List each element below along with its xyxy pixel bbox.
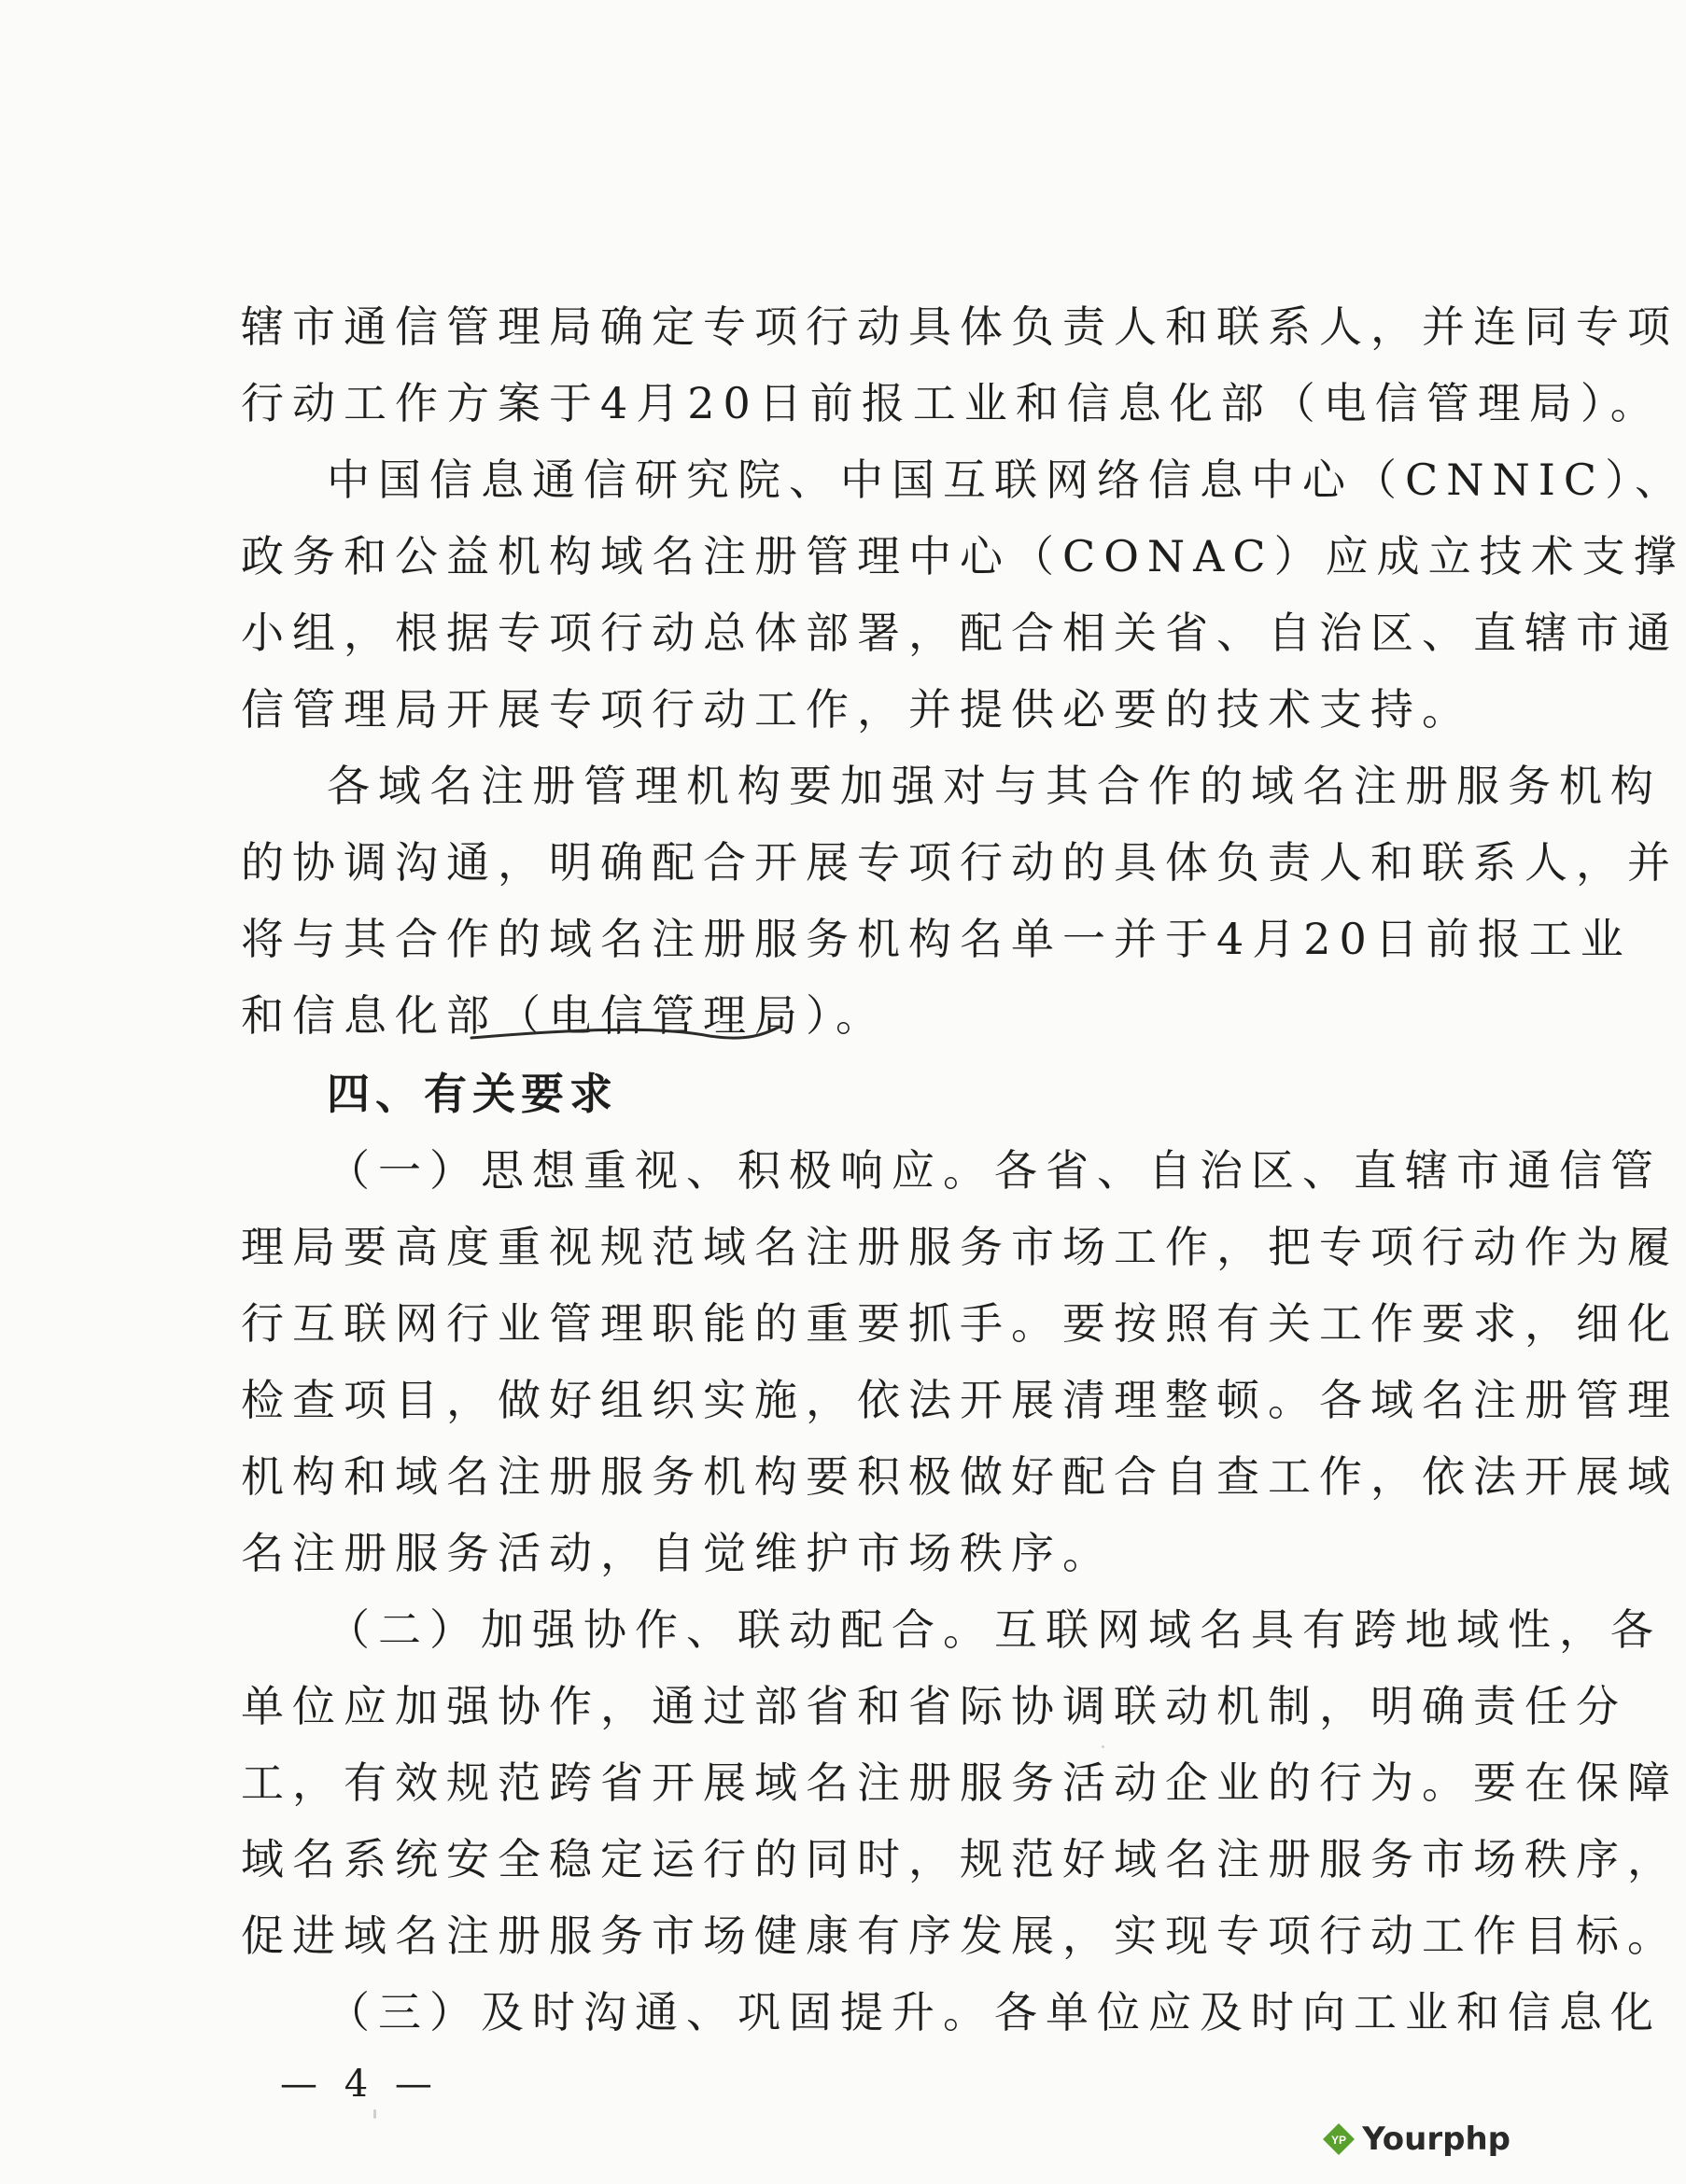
text-line: 中国信息通信研究院、中国互联网络信息中心（CNNIC）、 [327, 455, 1686, 505]
text-line: 理局要高度重视规范域名注册服务市场工作，把专项行动作为履 [241, 1222, 1679, 1272]
text-line: 将与其合作的域名注册服务机构名单一并于4月20日前报工业 [241, 914, 1632, 964]
text-line: 信管理局开展专项行动工作，并提供必要的技术支持。 [241, 684, 1473, 735]
text-line: 机构和域名注册服务机构要积极做好配合自查工作，依法开展域 [241, 1451, 1679, 1502]
watermark-brand: Yourphp [1362, 2121, 1510, 2158]
text-line: 单位应加强协作，通过部省和省际协调联动机制，明确责任分 [241, 1681, 1627, 1731]
text-line: 政务和公益机构域名注册管理中心（CONAC）应成立技术支撑 [241, 531, 1685, 581]
text-line: 工，有效规范跨省开展域名注册服务活动企业的行为。要在保障 [241, 1757, 1679, 1808]
text-line: 辖市通信管理局确定专项行动具体负责人和联系人，并连同专项 [241, 301, 1679, 352]
text-line: 各域名注册管理机构要加强对与其合作的域名注册服务机构 [327, 761, 1662, 811]
svg-text:YP: YP [1331, 2134, 1347, 2147]
text-line: 小组，根据专项行动总体部署，配合相关省、自治区、直辖市通 [241, 608, 1679, 658]
scan-speck [1102, 1745, 1104, 1748]
section-heading: 四、有关要求 [327, 1069, 618, 1119]
watermark [1321, 2121, 1510, 2158]
text-line: 行互联网行业管理职能的重要抓手。要按照有关工作要求，细化 [241, 1298, 1679, 1349]
text-line: （三）及时沟通、巩固提升。各单位应及时向工业和信息化 [327, 1987, 1662, 2037]
text-line: （二）加强协作、联动配合。互联网域名具有跨地域性，各 [327, 1604, 1662, 1655]
text-line: 名注册服务活动，自觉维护市场秩序。 [241, 1528, 1114, 1578]
text-line: 检查项目，做好组织实施，依法开展清理整顿。各域名注册管理 [241, 1375, 1679, 1425]
text-line: 的协调沟通，明确配合开展专项行动的具体负责人和联系人，并 [241, 837, 1679, 888]
text-line: 行动工作方案于4月20日前报工业和信息化部（电信管理局）。 [241, 378, 1662, 428]
text-line: 促进域名注册服务市场健康有序发展，实现专项行动工作目标。 [241, 1911, 1679, 1961]
text-line: 域名系统安全稳定运行的同时，规范好域名注册服务市场秩序， [241, 1834, 1679, 1884]
page-number: — 4 — [280, 2063, 440, 2106]
scan-speck [373, 2109, 376, 2119]
yourphp-logo-icon [1321, 2121, 1356, 2157]
text-line: 和信息化部（电信管理局）。 [241, 990, 887, 1041]
text-line: （一）思想重视、积极响应。各省、自治区、直辖市通信管 [327, 1145, 1662, 1196]
